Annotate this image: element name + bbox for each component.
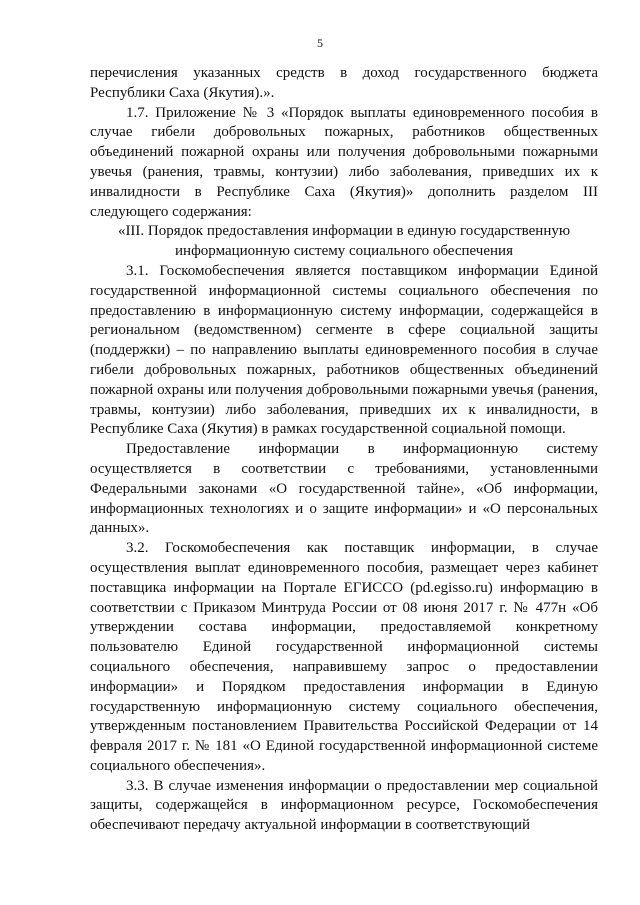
section-heading: «III. Порядок предоставления информации в единую государственную информационную систему социального обеспечения xyxy=(117,223,571,260)
document-body xyxy=(90,64,598,836)
paragraph-3-2: 3.2. Госкомобеспечения как поставщик информации, в случае осуществления выплат единовременного пособия, размещает через кабинет поставщика информации на Портале ЕГИССО (pd.egisso.ru) информацию в соответствии с Приказом Минтруда России от 08 июня 2017 г. № 477н «Об утверждении состава информации, предоставляемой конкретному пользователю Единой государственной информационной системы социального обеспечения, направившему запрос о предоставлении информации» и Порядком предоставления информации в Единую государственную информационную систему социального обеспечения, утвержденным постановлением Правительства Российской Федерации от 14 февраля 2017 г. № 181 «О Единой государственной информационной системе социального обеспечения». xyxy=(90,540,598,774)
paragraph-provision: Предоставление информации в информационную систему осуществляется в соответствии с требованиями, установленными Федеральными законами «О государственной тайне», «Об информации, информационных технологиях и о защите информации» и «О персональных данных». xyxy=(90,441,598,537)
page-number: 5 xyxy=(317,36,323,50)
paragraph-1-7: 1.7. Приложение № 3 «Порядок выплаты единовременного пособия в случае гибели добровольных пожарных, работников общественных объединений пожарной охраны или получения добровольными пожарными увечья (ранения, травмы, контузии) либо заболевания, приведших их к инвалидности в Республике Саха (Якутия)» дополнить разделом III следующего содержания: xyxy=(90,104,598,220)
paragraph-3-3: 3.3. В случае изменения информации о предоставлении мер социальной защиты, содержащейся в информационном ресурсе, Госкомобеспечения обеспечивают передачу актуальной информации в соответствующий xyxy=(90,777,598,834)
paragraph-3-1: 3.1. Госкомобеспечения является поставщиком информации Единой государственной информационной системы социального обеспечения по предоставлению в информационную систему информации, содержащейся в региональном (ведомственном) сегменте в сфере социальной защиты (поддержки) – по направлению выплаты единовременного пособия в случае гибели добровольных пожарных, работников общественных объединений пожарной охраны или получения добровольными пожарными увечья (ранения, травмы, контузии) либо заболевания, приведших их к инвалидности, в Республике Саха (Якутия) в рамках государственной социальной помощи. xyxy=(90,262,598,438)
paragraph-continuation: перечисления указанных средств в доход государственного бюджета Республики Саха (Якутия).». xyxy=(90,65,598,101)
